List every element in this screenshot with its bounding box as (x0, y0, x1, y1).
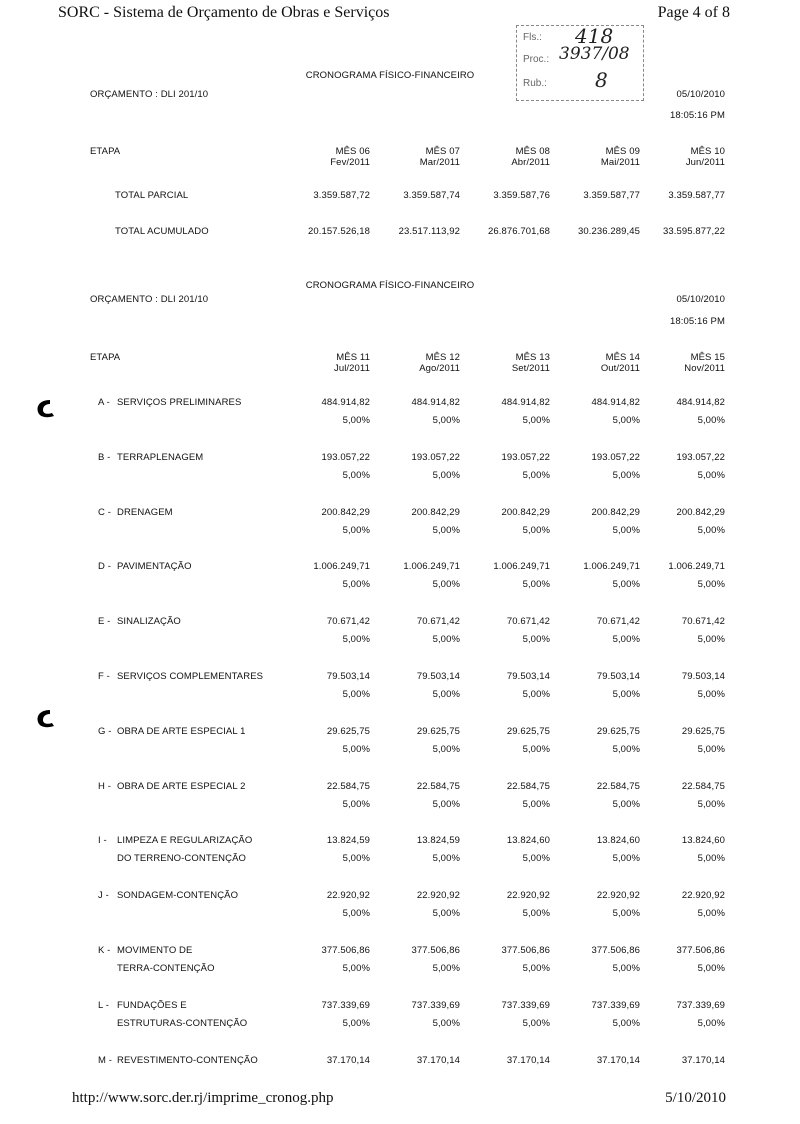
etapa-percent: 5,00% (697, 415, 725, 426)
total-acumulado-value: 33.595.877,22 (662, 226, 725, 237)
etapa-code: J - (98, 890, 109, 901)
section1-time: 18:05:16 PM (670, 110, 725, 121)
etapa-value: 22.584,75 (416, 781, 460, 792)
etapa-value: 737.339,69 (676, 1000, 725, 1011)
etapa-value: 200.842,29 (676, 507, 725, 518)
punch-hole-mark-icon (34, 708, 56, 730)
total-parcial-value: 3.359.587,77 (583, 190, 640, 201)
etapa-percent: 5,00% (697, 853, 725, 864)
month-date: Jun/2011 (685, 157, 725, 168)
etapa-percent: 5,00% (697, 579, 725, 590)
etapa-value: 200.842,29 (501, 507, 550, 518)
etapa-name: TERRAPLENAGEM (117, 452, 204, 463)
etapa-name: PAVIMENTAÇÃO (117, 561, 192, 572)
etapa-percent: 5,00% (522, 634, 550, 645)
etapa-name: MOVIMENTO DE (117, 945, 193, 956)
etapa-value: 37.170,14 (416, 1055, 460, 1066)
etapa-value: 22.584,75 (326, 781, 370, 792)
etapa-percent: 5,00% (612, 689, 640, 700)
month-date: Mai/2011 (600, 157, 640, 168)
etapa-percent: 5,00% (612, 525, 640, 536)
stamp-fls-label: Fls.: (523, 32, 542, 43)
etapa-value: 1.006.249,71 (313, 561, 370, 572)
etapa-code: G - (98, 726, 112, 737)
etapa-percent: 5,00% (342, 415, 370, 426)
etapa-value: 29.625,75 (506, 726, 550, 737)
etapa-percent: 5,00% (342, 579, 370, 590)
etapa-percent: 5,00% (432, 853, 460, 864)
etapa-value: 13.824,60 (506, 835, 550, 846)
etapa-code: H - (98, 781, 111, 792)
etapa-name: SERVIÇOS COMPLEMENTARES (117, 671, 264, 682)
etapa-value: 37.170,14 (326, 1055, 370, 1066)
etapa-value: 22.584,75 (506, 781, 550, 792)
total-acumulado-value: 30.236.289,45 (577, 226, 640, 237)
etapa-value: 377.506,86 (411, 945, 460, 956)
section2-etapa-label: ETAPA (90, 352, 121, 363)
etapa-value: 37.170,14 (506, 1055, 550, 1066)
stamp-proc-label: Proc.: (523, 54, 550, 65)
month-date: Ago/2011 (419, 363, 460, 374)
etapa-percent: 5,00% (342, 470, 370, 481)
etapa-percent: 5,00% (432, 744, 460, 755)
etapa-value: 79.503,14 (596, 671, 640, 682)
month-date: Jul/2011 (333, 363, 370, 374)
etapa-percent: 5,00% (432, 908, 460, 919)
etapa-percent: 5,00% (342, 963, 370, 974)
etapa-percent: 5,00% (432, 963, 460, 974)
etapa-value: 29.625,75 (416, 726, 460, 737)
etapa-percent: 5,00% (697, 908, 725, 919)
etapa-code: M - (98, 1055, 113, 1066)
month-date: Out/2011 (600, 363, 640, 374)
month-header: MÊS 07 (425, 146, 460, 157)
footer-date: 5/10/2010 (665, 1090, 726, 1106)
etapa-code: K - (98, 945, 111, 956)
etapa-percent: 5,00% (432, 415, 460, 426)
etapa-percent: 5,00% (522, 853, 550, 864)
etapa-percent: 5,00% (697, 1018, 725, 1029)
stamp-rub-label: Rub.: (523, 78, 547, 89)
etapa-percent: 5,00% (612, 415, 640, 426)
month-header: MÊS 15 (690, 352, 725, 363)
etapa-percent: 5,00% (612, 634, 640, 645)
etapa-percent: 5,00% (612, 470, 640, 481)
month-header: MÊS 08 (515, 146, 550, 157)
etapa-value: 484.914,82 (411, 397, 460, 408)
etapa-value: 1.006.249,71 (583, 561, 640, 572)
total-parcial-value: 3.359.587,72 (313, 190, 370, 201)
etapa-value: 737.339,69 (501, 1000, 550, 1011)
etapa-value: 484.914,82 (676, 397, 725, 408)
etapa-value: 737.339,69 (591, 1000, 640, 1011)
total-parcial-value: 3.359.587,77 (668, 190, 725, 201)
etapa-code: F - (98, 671, 110, 682)
month-header: MÊS 11 (336, 352, 370, 363)
etapa-value: 70.671,42 (596, 616, 640, 627)
etapa-value: 29.625,75 (681, 726, 725, 737)
etapa-percent: 5,00% (342, 744, 370, 755)
etapa-value: 22.920,92 (506, 890, 550, 901)
etapa-percent: 5,00% (697, 799, 725, 810)
etapa-value: 29.625,75 (326, 726, 370, 737)
etapa-value: 37.170,14 (681, 1055, 725, 1066)
etapa-value: 377.506,86 (676, 945, 725, 956)
etapa-value: 200.842,29 (321, 507, 370, 518)
etapa-value: 70.671,42 (681, 616, 725, 627)
etapa-percent: 5,00% (432, 525, 460, 536)
month-date: Set/2011 (511, 363, 550, 374)
section2-time: 18:05:16 PM (670, 316, 725, 327)
etapa-value: 22.920,92 (596, 890, 640, 901)
total-parcial-value: 3.359.587,74 (403, 190, 460, 201)
etapa-value: 484.914,82 (591, 397, 640, 408)
etapa-percent: 5,00% (342, 525, 370, 536)
etapa-percent: 5,00% (342, 689, 370, 700)
etapa-code: I - (98, 835, 107, 846)
etapa-value: 377.506,86 (321, 945, 370, 956)
etapa-percent: 5,00% (432, 634, 460, 645)
etapa-percent: 5,00% (522, 744, 550, 755)
etapa-code: C - (98, 507, 111, 518)
etapa-code: A - (98, 397, 110, 408)
page-header-title: SORC - Sistema de Orçamento de Obras e Serviços (58, 4, 390, 21)
etapa-value: 13.824,60 (596, 835, 640, 846)
etapa-percent: 5,00% (612, 1018, 640, 1029)
month-header: MÊS 10 (690, 146, 725, 157)
total-acumulado-label: TOTAL ACUMULADO (115, 226, 209, 237)
etapa-value: 22.920,92 (326, 890, 370, 901)
etapa-name: SINALIZAÇÃO (117, 616, 181, 627)
etapa-value: 377.506,86 (501, 945, 550, 956)
section2-title: CRONOGRAMA FÍSICO-FINANCEIRO (305, 280, 475, 291)
etapa-percent: 5,00% (432, 579, 460, 590)
etapa-percent: 5,00% (432, 799, 460, 810)
etapa-percent: 5,00% (522, 579, 550, 590)
etapa-percent: 5,00% (522, 689, 550, 700)
month-header: MÊS 13 (515, 352, 550, 363)
etapa-value: 737.339,69 (411, 1000, 460, 1011)
stamp-proc-value: 3937/08 (559, 44, 630, 64)
etapa-code: B - (98, 452, 111, 463)
page-number: Page 4 of 8 (657, 4, 730, 21)
etapa-name: OBRA DE ARTE ESPECIAL 2 (117, 781, 246, 792)
etapa-value: 79.503,14 (416, 671, 460, 682)
etapa-value: 70.671,42 (506, 616, 550, 627)
etapa-name-line2: ESTRUTURAS-CONTENÇÃO (117, 1018, 248, 1029)
etapa-name: DRENAGEM (117, 507, 173, 518)
etapa-value: 79.503,14 (326, 671, 370, 682)
etapa-percent: 5,00% (697, 689, 725, 700)
etapa-value: 200.842,29 (411, 507, 460, 518)
stamp-fls-value: 418 (575, 24, 614, 48)
etapa-value: 22.584,75 (596, 781, 640, 792)
etapa-name: FUNDAÇÕES E (117, 1000, 187, 1011)
month-date: Fev/2011 (330, 157, 370, 168)
etapa-value: 1.006.249,71 (493, 561, 550, 572)
etapa-percent: 5,00% (432, 1018, 460, 1029)
section1-title: CRONOGRAMA FÍSICO-FINANCEIRO (305, 70, 475, 81)
section2-orcamento: ORÇAMENTO : DLI 201/10 (90, 294, 209, 305)
etapa-name: SONDAGEM-CONTENÇÃO (117, 890, 239, 901)
month-date: Abr/2011 (511, 157, 550, 168)
etapa-value: 193.057,22 (411, 452, 460, 463)
etapa-percent: 5,00% (342, 799, 370, 810)
etapa-value: 13.824,59 (416, 835, 460, 846)
etapa-percent: 5,00% (697, 525, 725, 536)
etapa-value: 1.006.249,71 (403, 561, 460, 572)
etapa-percent: 5,00% (342, 1018, 370, 1029)
etapa-percent: 5,00% (522, 470, 550, 481)
stamp-rub-value: 8 (595, 68, 608, 92)
etapa-percent: 5,00% (522, 908, 550, 919)
etapa-percent: 5,00% (612, 853, 640, 864)
etapa-name-line2: TERRA-CONTENÇÃO (117, 963, 215, 974)
etapa-value: 13.824,60 (681, 835, 725, 846)
etapa-percent: 5,00% (522, 415, 550, 426)
etapa-percent: 5,00% (697, 744, 725, 755)
etapa-name: REVESTIMENTO-CONTENÇÃO (117, 1055, 258, 1066)
etapa-percent: 5,00% (522, 1018, 550, 1029)
etapa-value: 193.057,22 (321, 452, 370, 463)
section2-date: 05/10/2010 (676, 294, 725, 305)
total-acumulado-value: 23.517.113,92 (398, 226, 460, 237)
month-date: Nov/2011 (684, 363, 725, 374)
etapa-percent: 5,00% (342, 908, 370, 919)
etapa-value: 79.503,14 (681, 671, 725, 682)
etapa-percent: 5,00% (612, 963, 640, 974)
etapa-percent: 5,00% (697, 963, 725, 974)
month-header: MÊS 14 (605, 352, 640, 363)
etapa-percent: 5,00% (432, 470, 460, 481)
month-header: MÊS 09 (605, 146, 640, 157)
etapa-name: LIMPEZA E REGULARIZAÇÃO (117, 835, 253, 846)
etapa-code: L - (98, 1000, 110, 1011)
etapa-value: 193.057,22 (676, 452, 725, 463)
month-header: MÊS 06 (335, 146, 370, 157)
etapa-value: 193.057,22 (501, 452, 550, 463)
etapa-percent: 5,00% (522, 963, 550, 974)
etapa-value: 22.920,92 (416, 890, 460, 901)
etapa-name-line2: DO TERRENO-CONTENÇÃO (117, 853, 247, 864)
etapa-value: 29.625,75 (596, 726, 640, 737)
total-acumulado-value: 20.157.526,18 (307, 226, 370, 237)
etapa-value: 484.914,82 (501, 397, 550, 408)
etapa-percent: 5,00% (432, 689, 460, 700)
section1-orcamento: ORÇAMENTO : DLI 201/10 (90, 89, 209, 100)
etapa-code: D - (98, 561, 111, 572)
etapa-value: 79.503,14 (506, 671, 550, 682)
etapa-percent: 5,00% (612, 799, 640, 810)
etapa-value: 70.671,42 (326, 616, 370, 627)
etapa-percent: 5,00% (342, 634, 370, 645)
etapa-value: 1.006.249,71 (668, 561, 725, 572)
etapa-value: 22.920,92 (681, 890, 725, 901)
month-header: MÊS 12 (425, 352, 460, 363)
etapa-percent: 5,00% (612, 908, 640, 919)
etapa-name: OBRA DE ARTE ESPECIAL 1 (117, 726, 246, 737)
total-parcial-label: TOTAL PARCIAL (115, 190, 189, 201)
etapa-value: 377.506,86 (591, 945, 640, 956)
etapa-code: E - (98, 616, 111, 627)
section1-etapa-label: ETAPA (90, 146, 121, 157)
etapa-value: 193.057,22 (591, 452, 640, 463)
footer-url: http://www.sorc.der.rj/imprime_cronog.php (72, 1090, 334, 1106)
etapa-value: 37.170,14 (596, 1055, 640, 1066)
etapa-value: 70.671,42 (416, 616, 460, 627)
etapa-percent: 5,00% (342, 853, 370, 864)
etapa-percent: 5,00% (612, 579, 640, 590)
etapa-value: 737.339,69 (321, 1000, 370, 1011)
etapa-percent: 5,00% (522, 525, 550, 536)
etapa-value: 200.842,29 (591, 507, 640, 518)
etapa-value: 484.914,82 (321, 397, 370, 408)
total-parcial-value: 3.359.587,76 (493, 190, 550, 201)
total-acumulado-value: 26.876.701,68 (487, 226, 550, 237)
etapa-percent: 5,00% (522, 799, 550, 810)
month-date: Mar/2011 (419, 157, 460, 168)
etapa-value: 22.584,75 (681, 781, 725, 792)
etapa-percent: 5,00% (612, 744, 640, 755)
section1-date: 05/10/2010 (676, 89, 725, 100)
etapa-name: SERVIÇOS PRELIMINARES (117, 397, 242, 408)
punch-hole-mark-icon (34, 398, 56, 420)
etapa-value: 13.824,59 (326, 835, 370, 846)
etapa-percent: 5,00% (697, 634, 725, 645)
etapa-percent: 5,00% (697, 470, 725, 481)
